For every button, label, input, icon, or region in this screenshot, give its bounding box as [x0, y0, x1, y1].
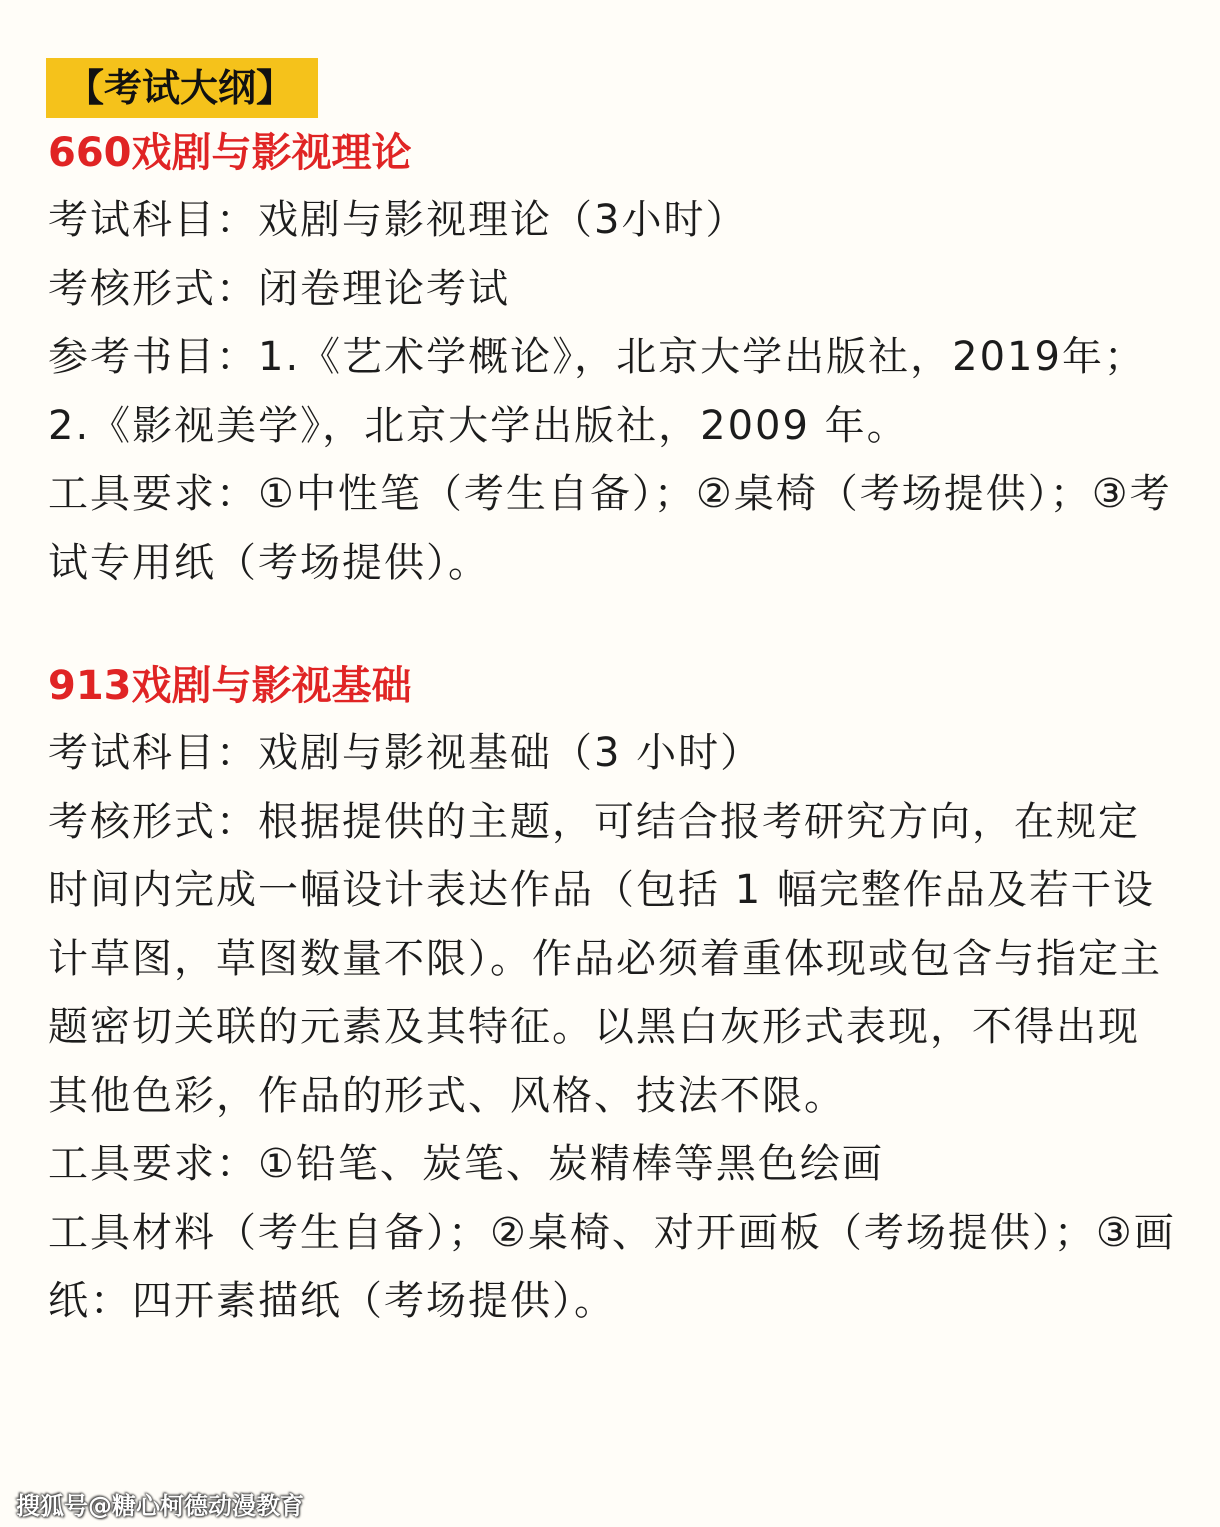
- paragraph-tools: 工具要求：①中性笔（考生自备）；②桌椅（考场提供）；③考试专用纸（考场提供）。: [48, 471, 1172, 586]
- section-tag: 【考试大纲】: [46, 58, 318, 118]
- paragraph-references: 参考书目：1.《艺术学概论》，北京大学出版社，2019年；: [48, 334, 1146, 380]
- section-spacer: [48, 597, 1178, 651]
- paragraph-subject: 考试科目：戏剧与影视基础（3 小时）: [48, 730, 763, 776]
- paragraph-subject: 考试科目：戏剧与影视理论（3小时）: [48, 197, 748, 243]
- section-title-913: 913戏剧与影视基础: [48, 663, 412, 709]
- paragraph-format: 考核形式：根据提供的主题，可结合报考研究方向，在规定时间内完成一幅设计表达作品（包括 1 幅完整作品及若干设计草图，草图数量不限）。作品必须着重体现或包含与指定主题密切关联的元素及其特征。以黑白灰形式表现，不得出现其他色彩，作品的形式、风格、技法不限。: [48, 798, 1162, 1119]
- watermark-text: 搜狐号@糖心柯德动漫教育: [16, 1492, 304, 1520]
- paragraph-format: 考核形式：闭卷理论考试: [48, 265, 510, 312]
- paragraph-reference-2: 2.《影视美学》，北京大学出版社，2009 年。: [48, 402, 909, 449]
- document-body: [48, 58, 1178, 1336]
- paragraph-tools-continued: 工具材料（考生自备）；②桌椅、对开画板（考场提供）；③画纸：四开素描纸（考场提供）。: [48, 1209, 1176, 1324]
- paragraph-tools: 工具要求：①铅笔、炭笔、炭精棒等黑色绘画: [48, 1141, 884, 1187]
- section-title-660: 660戏剧与影视理论: [48, 130, 412, 176]
